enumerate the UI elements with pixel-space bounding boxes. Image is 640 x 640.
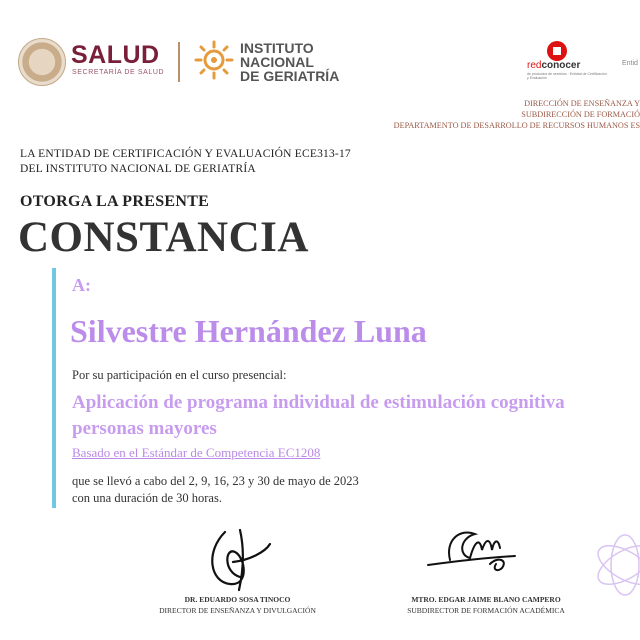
salud-logo-text: SALUD [71,41,160,69]
to-label: A: [72,275,91,295]
course-dates [72,473,359,507]
redconocer-logo-text [527,60,580,71]
signer-1-role: DIRECTOR DE ENSEÑANZA Y DIVULGACIÓN [159,606,316,615]
course-line-1: Aplicación de programa individual de estimulación cognitiva [72,392,565,413]
recipient-name: Silvestre Hernández Luna [70,313,427,349]
dates-line-1: que se llevó a cabo del 2, 9, 16, 23 y 30 de mayo de 2023 [72,474,359,488]
course-title [72,390,565,442]
competency-standard: Basado en el Estándar de Competencia EC1208 [72,445,321,460]
signer-2-name: MTRO. EDGAR JAIME BLANO CAMPERO [411,595,561,604]
logo-divider [178,42,180,82]
participation-text: Por su participación en el curso presencial: [72,368,287,382]
geriatria-logo-text [240,41,339,83]
department-line-1: DIRECCIÓN DE ENSEÑANZA Y [524,99,640,108]
mexico-seal-logo [18,38,66,86]
decorative-flower-icon [585,510,640,620]
salud-subtitle: SECRETARÍA DE SALUD [72,69,165,76]
entity-cut-text: Entid [622,60,638,67]
signer-1-block [140,594,335,616]
signer-1-name: DR. EDUARDO SOSA TINOCO [184,595,291,604]
geriatria-logo-icon [194,40,234,80]
grant-text: OTORGA LA PRESENTE [20,193,210,210]
accent-bar [52,268,56,508]
department-block [394,98,640,131]
redconocer-subtitle: de productos de servicios · Entidad de Certificación y Evaluación [527,72,607,80]
signature-1 [195,522,275,594]
department-line-2: SUBDIRECCIÓN DE FORMACIÓ [521,110,640,119]
dates-line-2: con una duración de 30 horas. [72,491,222,505]
signer-2-role: SUBDIRECTOR DE FORMACIÓN ACADÉMICA [407,606,565,615]
institute-line-1: INSTITUTO [240,40,314,56]
institute-line-2: NACIONAL [240,54,314,70]
course-line-2: personas mayores [72,418,217,439]
entity-line-2: DEL INSTITUTO NACIONAL DE GERIATRÍA [20,163,256,175]
signer-2-block [386,594,586,616]
department-line-3: DEPARTAMENTO DE DESARROLLO DE RECURSOS HUMANOS ES [393,121,640,130]
issuing-entity [20,147,351,177]
entity-line-1: LA ENTIDAD DE CERTIFICACIÓN Y EVALUACIÓN ECE313-17 [20,148,351,160]
signature-2 [420,520,520,580]
redconocer-logo-icon [542,40,572,62]
institute-line-3: DE GERIATRÍA [240,68,340,84]
redconocer-prefix: red [527,60,542,71]
redconocer-brand: conocer [541,60,581,71]
certificate-title: CONSTANCIA [18,214,309,261]
